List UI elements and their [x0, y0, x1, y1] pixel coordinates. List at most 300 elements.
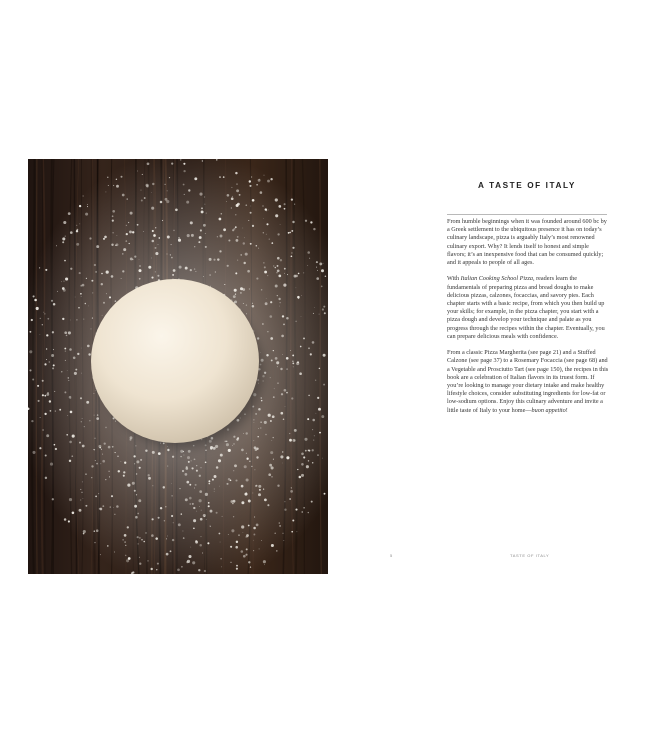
flour-speck — [68, 212, 71, 215]
flour-speck — [277, 366, 278, 367]
flour-speck — [277, 295, 278, 296]
flour-speck — [147, 560, 148, 561]
flour-speck — [107, 177, 108, 178]
flour-speck — [267, 180, 270, 183]
flour-speck — [245, 204, 247, 206]
flour-speck — [319, 314, 320, 315]
flour-speck — [263, 560, 266, 563]
flour-speck — [112, 232, 113, 233]
flour-speck — [65, 277, 68, 280]
flour-speck — [205, 204, 206, 205]
flour-speck — [256, 184, 258, 186]
flour-speck — [73, 357, 76, 360]
flour-speck — [122, 539, 123, 540]
flour-speck — [297, 469, 298, 470]
flour-speck — [266, 354, 268, 356]
flour-speck — [185, 473, 188, 476]
flour-speck — [245, 432, 247, 434]
flour-speck — [126, 233, 128, 235]
flour-speck — [219, 218, 222, 221]
flour-speck — [94, 542, 95, 543]
flour-speck — [249, 289, 250, 290]
flour-speck — [151, 258, 152, 259]
flour-speck — [184, 194, 185, 195]
flour-speck — [248, 525, 250, 527]
flour-speck — [277, 269, 280, 272]
flour-speck — [256, 447, 258, 449]
flour-speck — [134, 256, 136, 258]
flour-speck — [146, 185, 149, 188]
flour-speck — [245, 253, 248, 256]
flour-speck — [47, 318, 49, 320]
flour-speck — [183, 537, 185, 539]
paragraph-3 — [447, 349, 609, 415]
flour-speck — [231, 197, 234, 200]
flour-speck — [68, 380, 69, 381]
flour-speck — [113, 507, 114, 508]
flour-speck — [246, 453, 247, 454]
flour-speck — [236, 565, 238, 567]
flour-speck — [37, 385, 39, 387]
flour-speck — [297, 531, 298, 532]
flour-speck — [45, 454, 47, 456]
flour-speck — [96, 245, 99, 248]
flour-speck — [224, 284, 225, 285]
flour-speck — [275, 357, 278, 360]
flour-speck — [105, 427, 107, 429]
flour-speck — [260, 421, 262, 423]
flour-speck — [322, 458, 323, 459]
flour-speck — [70, 398, 71, 399]
flour-speck — [175, 208, 178, 211]
flour-speck — [139, 259, 140, 260]
flour-speck — [95, 460, 96, 461]
flour-speck — [109, 476, 110, 477]
flour-speck — [244, 493, 247, 496]
flour-speck — [117, 235, 118, 236]
flour-speck — [247, 270, 250, 273]
flour-speck — [233, 436, 235, 438]
flour-speck — [301, 453, 304, 456]
flour-speck — [233, 470, 234, 471]
flour-speck — [106, 271, 109, 274]
flour-speck — [81, 492, 82, 493]
flour-speck — [235, 226, 237, 228]
flour-speck — [137, 171, 138, 172]
flour-speck — [220, 558, 222, 560]
flour-speck — [301, 316, 302, 317]
flour-speck — [82, 445, 85, 448]
flour-speck — [245, 554, 247, 556]
flour-speck — [241, 485, 244, 488]
flour-speck — [187, 456, 190, 459]
flour-speck — [92, 318, 93, 319]
flour-speck — [251, 176, 252, 177]
flour-speck — [310, 221, 312, 223]
flour-speck — [267, 331, 268, 332]
flour-speck — [185, 267, 188, 270]
flour-speck — [316, 277, 319, 280]
flour-speck — [205, 246, 207, 248]
flour-speck — [274, 388, 275, 389]
flour-speck — [280, 412, 283, 415]
flour-speck — [246, 548, 248, 550]
flour-speck — [256, 524, 259, 527]
page-number: 5 — [390, 553, 393, 558]
flour-speck — [253, 550, 254, 551]
flour-speck — [183, 184, 185, 186]
flour-speck — [246, 534, 249, 537]
flour-speck — [89, 237, 91, 239]
flour-speck — [153, 234, 156, 237]
flour-speck — [186, 481, 189, 484]
flour-speck — [292, 363, 294, 365]
flour-speck — [96, 417, 99, 420]
flour-speck — [263, 381, 264, 382]
flour-speck — [295, 321, 296, 322]
flour-speck — [273, 437, 274, 438]
flour-speck — [75, 297, 76, 298]
flour-speck — [165, 198, 168, 201]
flour-speck — [252, 199, 255, 202]
flour-speck — [50, 463, 53, 466]
flour-speck — [144, 197, 146, 199]
flour-speck — [235, 172, 237, 174]
paragraph-2-text-a: With — [447, 275, 461, 283]
flour-speck — [321, 415, 324, 418]
flour-speck — [88, 306, 89, 307]
running-head: TASTE OF ITALY — [510, 553, 550, 558]
flour-speck — [152, 518, 154, 520]
flour-speck — [139, 557, 140, 558]
flour-speck — [29, 369, 31, 371]
flour-speck — [270, 420, 272, 422]
flour-speck — [195, 541, 198, 544]
flour-speck — [201, 207, 203, 209]
flour-speck — [263, 218, 264, 219]
flour-speck — [292, 361, 293, 362]
flour-speck — [202, 160, 203, 161]
flour-speck — [188, 450, 191, 453]
book-title-italic: Italian Cooking School Pizza — [460, 275, 534, 283]
flour-speck — [220, 454, 223, 457]
flour-speck — [81, 421, 82, 422]
flour-speck — [228, 449, 231, 452]
flour-speck — [40, 417, 41, 418]
flour-speck — [106, 293, 107, 294]
flour-speck — [151, 534, 154, 537]
flour-speck — [273, 459, 274, 460]
flour-speck — [319, 432, 321, 434]
flour-speck — [319, 368, 321, 370]
flour-speck — [300, 346, 302, 348]
flour-speck — [307, 418, 309, 420]
flour-speck — [112, 215, 114, 217]
flour-speck — [133, 455, 135, 457]
body-text — [447, 218, 609, 423]
flour-speck — [213, 259, 215, 261]
flour-speck — [271, 466, 274, 469]
flour-speck — [195, 484, 197, 486]
flour-speck — [40, 334, 41, 335]
flour-speck — [181, 566, 183, 568]
flour-speck — [83, 196, 84, 197]
flour-speck — [121, 461, 122, 462]
flour-speck — [79, 509, 82, 512]
flour-speck — [286, 456, 289, 459]
flour-speck — [232, 503, 233, 504]
flour-speck — [233, 443, 235, 445]
flour-speck — [46, 393, 49, 396]
flour-speck — [219, 176, 221, 178]
flour-speck — [94, 264, 96, 266]
flour-speck — [97, 414, 98, 415]
flour-speck — [142, 174, 143, 175]
flour-speck — [125, 240, 127, 242]
flour-speck — [98, 493, 99, 494]
flour-speck — [264, 271, 267, 274]
flour-speck — [236, 183, 238, 185]
flour-speck — [64, 391, 66, 393]
flour-speck — [258, 493, 261, 496]
flour-speck — [208, 505, 210, 507]
flour-speck — [316, 267, 317, 268]
flour-speck — [49, 361, 50, 362]
flour-speck — [69, 348, 72, 351]
flour-speck — [248, 561, 250, 563]
flour-speck — [322, 308, 324, 310]
flour-speck — [139, 563, 141, 565]
flour-speck — [277, 485, 279, 487]
flour-speck — [52, 498, 54, 500]
flour-speck — [200, 229, 202, 231]
flour-speck — [204, 570, 206, 572]
buon-appetito-italic: buon appetito — [531, 406, 566, 414]
flour-speck — [237, 260, 238, 261]
flour-speck — [259, 548, 260, 549]
flour-speck — [230, 500, 233, 503]
flour-speck — [234, 302, 235, 303]
flour-speck — [264, 499, 267, 502]
flour-speck — [148, 474, 150, 476]
flour-speck — [160, 201, 163, 204]
flour-speck — [122, 270, 124, 272]
flour-speck — [155, 252, 158, 255]
flour-speck — [61, 371, 62, 372]
flour-speck — [290, 350, 291, 351]
flour-speck — [268, 414, 271, 417]
flour-speck — [62, 237, 65, 240]
flour-speck — [89, 420, 90, 421]
flour-speck — [256, 245, 257, 247]
flour-speck — [152, 485, 153, 486]
flour-speck — [171, 483, 172, 484]
flour-speck — [223, 176, 225, 178]
flour-speck — [116, 179, 117, 180]
flour-speck — [284, 389, 287, 392]
flour-speck — [67, 415, 68, 416]
flour-speck — [199, 506, 200, 507]
flour-speck — [271, 440, 272, 441]
flour-speck — [173, 269, 176, 272]
flour-speck — [80, 293, 82, 295]
flour-speck — [304, 438, 307, 441]
flour-speck — [269, 315, 272, 318]
flour-speck — [279, 522, 281, 524]
flour-speck — [206, 213, 207, 214]
flour-speck — [130, 212, 133, 215]
dough-photo — [28, 159, 328, 574]
flour-speck — [76, 225, 77, 226]
flour-speck — [253, 527, 256, 530]
flour-speck — [230, 562, 231, 563]
flour-speck — [253, 540, 254, 541]
flour-speck — [129, 230, 132, 233]
flour-speck — [244, 465, 247, 468]
flour-speck — [164, 520, 165, 521]
flour-speck — [275, 198, 278, 201]
flour-speck — [255, 486, 256, 487]
flour-speck — [208, 480, 210, 482]
flour-speck — [127, 526, 129, 528]
flour-speck — [157, 563, 159, 565]
flour-speck — [308, 512, 309, 513]
flour-speck — [284, 273, 285, 274]
flour-speck — [111, 495, 113, 497]
flour-speck — [205, 450, 206, 451]
flour-speck — [188, 555, 191, 558]
flour-speck — [282, 315, 284, 317]
flour-speck — [242, 228, 243, 229]
flour-speck — [137, 513, 139, 515]
flour-speck — [127, 484, 130, 487]
flour-speck — [222, 516, 223, 517]
flour-speck — [115, 452, 116, 453]
flour-speck — [177, 568, 180, 571]
flour-speck — [314, 435, 315, 436]
flour-speck — [317, 397, 319, 399]
flour-speck — [140, 459, 142, 461]
flour-speck — [200, 518, 203, 521]
flour-speck — [241, 501, 244, 504]
flour-speck — [62, 318, 64, 320]
flour-speck — [102, 454, 103, 455]
flour-speck — [57, 291, 58, 292]
flour-speck — [282, 354, 283, 355]
flour-speck — [273, 396, 275, 398]
flour-speck — [214, 475, 217, 478]
page-title: A TASTE OF ITALY — [478, 181, 576, 190]
flour-speck — [135, 445, 136, 446]
flour-speck — [194, 458, 196, 460]
flour-speck — [308, 450, 310, 452]
flour-speck — [44, 363, 46, 365]
flour-speck — [108, 185, 109, 186]
flour-speck — [215, 271, 216, 272]
flour-speck — [291, 255, 293, 257]
flour-speck — [243, 303, 244, 304]
flour-speck — [215, 445, 218, 448]
flour-speck — [143, 541, 145, 543]
flour-speck — [136, 494, 137, 495]
flour-speck — [86, 278, 87, 279]
flour-speck — [203, 276, 204, 277]
flour-speck — [112, 220, 114, 222]
flour-speck — [284, 203, 286, 205]
flour-speck — [284, 501, 285, 502]
flour-speck — [232, 445, 233, 446]
flour-speck — [54, 391, 55, 392]
flour-speck — [250, 243, 252, 245]
flour-speck — [264, 564, 265, 565]
flour-speck — [39, 267, 40, 268]
flour-speck — [157, 275, 159, 277]
flour-speck — [70, 411, 73, 414]
flour-speck — [111, 243, 113, 245]
flour-speck — [152, 183, 154, 185]
flour-speck — [134, 463, 135, 464]
flour-speck — [79, 205, 81, 207]
flour-speck — [181, 513, 182, 514]
flour-speck — [169, 177, 170, 178]
flour-speck — [291, 230, 293, 232]
flour-speck — [233, 295, 236, 298]
flour-speck — [290, 490, 293, 493]
flour-speck — [268, 209, 269, 210]
flour-speck — [204, 196, 205, 197]
flour-speck — [173, 522, 174, 523]
flour-speck — [270, 451, 273, 454]
flour-speck — [180, 159, 181, 160]
flour-speck — [269, 464, 272, 467]
flour-speck — [276, 272, 278, 274]
flour-speck — [209, 274, 211, 276]
flour-speck — [46, 434, 49, 437]
flour-speck — [114, 552, 115, 553]
flour-speck — [210, 526, 211, 527]
flour-speck — [94, 415, 95, 416]
flour-speck — [233, 516, 234, 517]
flour-speck — [151, 568, 153, 570]
flour-speck — [101, 283, 103, 285]
flour-speck — [190, 547, 191, 548]
flour-speck — [253, 534, 255, 536]
flour-speck — [70, 320, 71, 321]
flour-speck — [303, 456, 305, 458]
flour-speck — [226, 483, 228, 485]
flour-speck — [316, 261, 318, 263]
flour-speck — [156, 569, 157, 570]
flour-speck — [280, 455, 283, 458]
flour-speck — [324, 312, 326, 314]
flour-speck — [95, 271, 97, 273]
flour-speck — [123, 248, 126, 251]
flour-speck — [171, 162, 173, 164]
flour-speck — [189, 497, 192, 500]
flour-speck — [192, 561, 195, 564]
flour-speck — [199, 193, 202, 196]
flour-speck — [289, 439, 292, 442]
flour-speck — [231, 207, 232, 208]
flour-speck — [292, 519, 294, 521]
flour-speck — [183, 163, 185, 165]
flour-speck — [240, 254, 242, 256]
flour-speck — [208, 502, 210, 504]
flour-speck — [267, 504, 269, 506]
flour-speck — [167, 446, 168, 447]
flour-speck — [145, 449, 147, 451]
flour-speck — [266, 210, 267, 211]
